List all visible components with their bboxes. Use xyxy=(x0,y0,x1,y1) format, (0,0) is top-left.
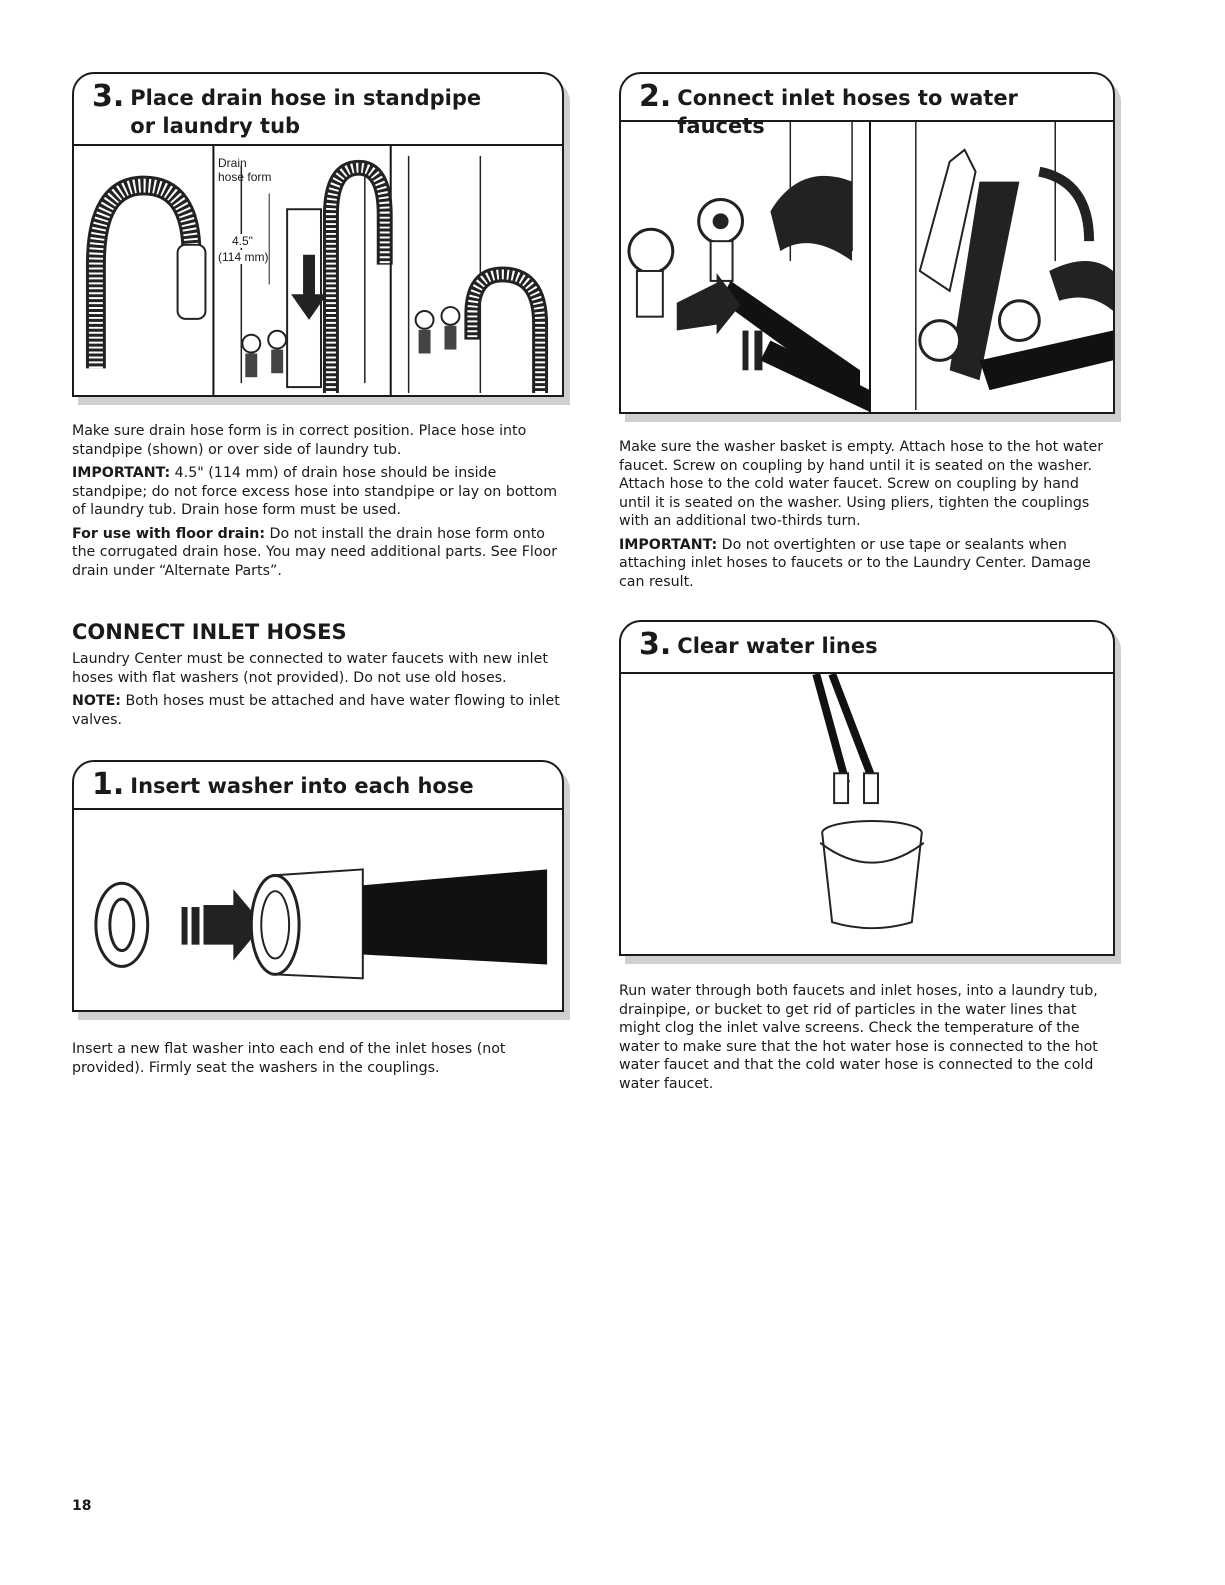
faucets-instructions xyxy=(619,438,1109,596)
faucets-paragraph-2 xyxy=(619,536,1109,592)
step-header xyxy=(74,762,562,810)
step-number: 3. xyxy=(639,627,672,662)
step-title: Place drain hose in standpipe xyxy=(130,86,482,110)
important-label: IMPORTANT: xyxy=(72,465,171,481)
step-drain-hose xyxy=(72,72,564,397)
step-header xyxy=(74,74,562,146)
washer-illustration xyxy=(74,810,562,1010)
faucets-important-text: Do not overtighten or use tape or sealants when attaching inlet hoses to faucets or to the Laundry Center. Damage can result. xyxy=(619,536,1091,590)
step-connect-faucets xyxy=(619,72,1115,414)
faucet-panel-left xyxy=(629,122,870,412)
bucket-illustration xyxy=(621,674,1113,954)
standpipe-drawing xyxy=(241,166,384,393)
clear-instructions xyxy=(619,982,1109,1098)
drain-important-text: 4.5" (114 mm) of drain hose should be inside standpipe; do not force excess hose into standpipe or lay on bottom of laundry tub. Drain hose form must be used. xyxy=(72,465,558,518)
section-paragraph-1: Laundry Center must be connected to water faucets with new inlet hoses with flat washers (not provided). Do not use old hoses. xyxy=(72,651,548,686)
faucet-panel-right xyxy=(916,122,1113,410)
floor-drain-label: For use with floor drain: xyxy=(72,525,266,542)
step-clear-water-lines xyxy=(619,620,1115,956)
step-number: 2. xyxy=(639,79,672,114)
step-header xyxy=(621,622,1113,674)
section-heading: CONNECT INLET HOSES xyxy=(72,620,347,644)
section-intro xyxy=(72,650,582,734)
drain-paragraph-1: Make sure drain hose form is in correct position. Place hose into standpipe (shown) or over side of laundry tub. xyxy=(72,423,527,458)
label-length-mm: (114 mm) xyxy=(218,250,269,264)
laundry-tub-drawing xyxy=(409,156,540,393)
step-number: 1. xyxy=(92,767,125,802)
step-header xyxy=(621,74,1113,138)
section-paragraph-2 xyxy=(72,692,582,729)
important-label: IMPORTANT: xyxy=(619,536,718,553)
step-number: 3. xyxy=(92,79,125,114)
label-length-inches: 4.5" xyxy=(232,234,253,248)
step-title-line2: or laundry tub xyxy=(130,114,301,138)
washer-instructions xyxy=(72,1040,562,1082)
label-drain: Drain xyxy=(218,156,247,170)
faucets-paragraph-1: Make sure the washer basket is empty. Attach hose to the hot water faucet. Screw on coupling by hand until it is seated on the washer. Attach hose to the cold water faucet. Screw on coupling by hand until it is seated on the washer. Using pliers, tighten the couplings with an additional two-thirds turn. xyxy=(619,439,1104,529)
step-title: Insert washer into each hose xyxy=(130,774,474,798)
drain-instructions xyxy=(72,422,562,585)
step-title: Clear water lines xyxy=(677,634,878,658)
note-label: NOTE: xyxy=(72,693,121,709)
step-title: Connect inlet hoses to water faucets xyxy=(677,86,1018,138)
hose-form-drawing xyxy=(96,186,206,369)
drain-hose-illustration xyxy=(74,146,562,395)
floor-drain-text: Do not install the drain hose form onto the corrugated drain hose. You may need additional parts. See Floor drain under “Alternate Parts”. xyxy=(72,525,558,579)
step-insert-washer xyxy=(72,760,564,1012)
note-text: Both hoses must be attached and have water flowing to inlet valves. xyxy=(72,693,560,728)
page-number: 18 xyxy=(72,1498,92,1514)
washer-paragraph-1: Insert a new flat washer into each end of the inlet hoses (not provided). Firmly seat the washers in the couplings. xyxy=(72,1041,506,1076)
drain-paragraph-3 xyxy=(72,525,562,581)
clear-paragraph-1: Run water through both faucets and inlet hoses, into a laundry tub, drainpipe, or bucket to get rid of particles in the water lines that might clog the inlet valve screens. Check the temperature of the water to make sure that the hot water hose is connected to the hot water faucet and that the cold water hose is connected to the cold water faucet. xyxy=(619,983,1098,1092)
label-hose-form: hose form xyxy=(218,170,272,184)
faucet-illustration xyxy=(621,122,1113,412)
drain-paragraph-2 xyxy=(72,464,562,520)
